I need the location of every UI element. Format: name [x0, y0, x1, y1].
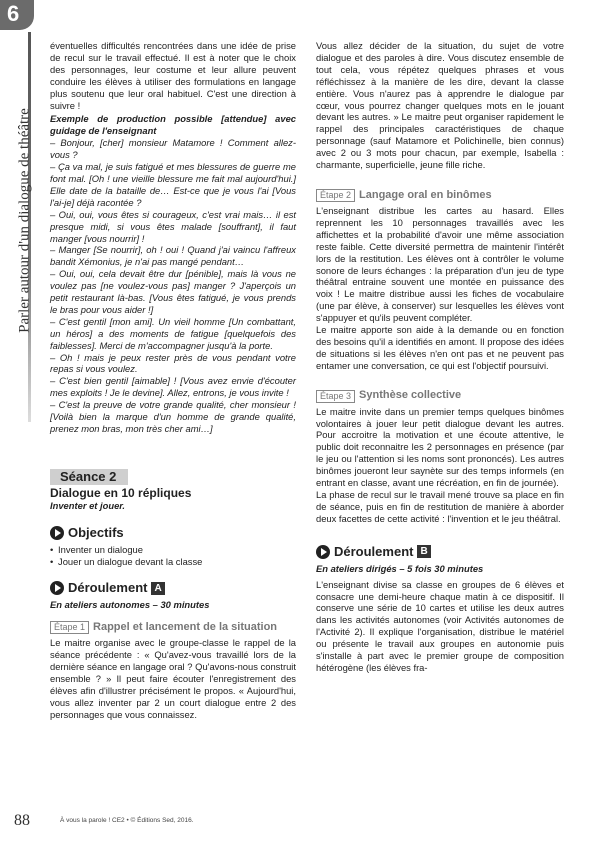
deroulement-b-text: L'enseignant divise sa classe en groupes de 6 élèves et consacre une demi-heure chaque matin à ce dispositif. Il conserve une série de 10 cartes et utilise les deux autres dans les activités autonomes (voir Activités autonomes de l'Activité 2). Il explique l'organisation, distribue le matériel ou présente le travail aux groupes en autonomie puis s'installe à part avec le premier groupe de composition hétérogène (les élèves fra- — [316, 578, 564, 673]
objectifs-heading — [50, 526, 296, 540]
dialogue-line: – Oh ! mais je peux rester près de vous pendant votre repas si vous voulez. — [50, 351, 296, 375]
play-circle-icon — [50, 526, 64, 540]
left-column — [50, 40, 296, 721]
seance-title: Dialogue en 10 répliques — [50, 485, 192, 500]
seance-label: Séance 2 — [50, 469, 128, 485]
chapter-number: 6 — [7, 1, 20, 26]
page-number: 88 — [14, 812, 30, 829]
dialogue-line: – C'est la preuve de votre grande qualité, cher monsieur ! [Voilà bien la marque d'un homme de grande qualité, prenez mon bras, mon très cher ami…] — [50, 399, 296, 434]
chapter-title: Parler autour d'un dialogue de théâtre — [16, 108, 33, 333]
dialogue-line: – C'est gentil [mon ami]. Un vieil homme [Un combattant, un héros] a des moments de fatigue [quelquefois des faiblesses]. Merci de m'accompagner jusqu'à la porte. — [50, 315, 296, 351]
deroulement-mode: En ateliers dirigés – 5 fois 30 minutes — [316, 562, 484, 574]
etape-title: Synthèse collective — [359, 389, 462, 402]
intro-paragraph: éventuelles difficultés rencontrées dans une idée de prise de recul sur le travail effectué. Il est à noter que le choix des personnages, leur costume et leur allure peuvent conduire les élèves à utiliser des formulations en langage plus soutenu que leur oral habituel. C'est une direction à suivre ! — [50, 40, 296, 111]
etape-3-heading — [316, 390, 564, 403]
dialogue-line: – Oui, oui, cela devait être dur [pénible], mais là vous ne voulez pas [ne voulez-vous pas] manger ? J'aperçois un petit restaurant là-bas. [Vous êtes fatigué, je vous prends le bras pour vous aider !] — [50, 268, 296, 315]
deroulement-mode: En ateliers autonomes – 30 minutes — [50, 599, 210, 611]
etape-3-text: La phase de recul sur le travail mené trouve sa place en fin de séance, puis en fin de restitution de manière à aborder deux facettes de cette activité : l'invention et le jeu théâtral. — [316, 489, 564, 524]
dialogue-example — [50, 137, 296, 435]
dialogue-line: – C'est bien gentil [aimable] ! [Vous avez envie d'écouter mes exploits ! Je le devine]. Allez, entrons, je vous invite ! — [50, 375, 296, 399]
deroulement-title: Déroulement — [68, 580, 148, 596]
objectifs-list — [50, 544, 296, 568]
dialogue-line: – Ça va mal, je suis fatigué et mes blessures de guerre me font mal. [Oh ! une vieille blessure me fait mal aujourd'hui.] Elle date de la bataille de… Est-ce que je vous l'ai [Vous l'ai-je] déjà racontée ? — [50, 161, 296, 208]
etape-tag: Étape 1 — [50, 621, 89, 634]
etape-1-text: Le maitre organise avec le groupe-classe le rappel de la séance précédente : « Qu'avez-vous travaillé lors de la dernière séance en langage oral ? Qu'avons-nous construit ensemble ? » Il peut faire écouter l'enregistrement des élèves afin d'illustrer précisément le propos. « Aujourd'hui, vous allez inventer par 2 un court dialogue entre 2 des personnages que vous connaissez. — [50, 637, 296, 720]
play-circle-icon — [50, 581, 64, 595]
deroulement-badge: B — [417, 545, 430, 558]
example-heading: Exemple de production possible [attendue] avec guidage de l'enseignant — [50, 113, 296, 137]
seance-subtitle: Inventer et jouer. — [50, 499, 126, 511]
etape-3-text: Le maitre invite dans un premier temps quelques binômes volontaires à jouer leur petit dialogue devant les autres. Pour accroitre la motivation et une écoute attentive, le public doit reconnaitre les 2 personnages en présence (par le jeu ou l'attention si les noms sont prononcés). Les autres binômes joueront leur saynète sur des temps informels (en entrant en classe, avant une récréation, en fin de journée). — [316, 405, 564, 489]
deroulement-badge: A — [151, 582, 164, 595]
objectifs-title: Objectifs — [68, 524, 124, 540]
footer-credit: À vous la parole ! CE2 • © Éditions Sed, 2016. — [60, 817, 194, 824]
list-item: • Jouer un dialogue devant la classe — [50, 556, 296, 568]
etape-title: Langage oral en binômes — [359, 188, 492, 201]
right-intro-paragraph: Vous allez décider de la situation, du sujet de votre dialogue et des paroles à dire. Vous discutez ensemble de tout cela, vous répétez quelques phrases et vous réfléchissez à la manière de les dire, devant la classe entière. Vous n'aurez pas à apprendre le dialogue par cœur, vous pourrez changer quelques mots en le jouant devant les autres. » Le maitre peut organiser rapidement le rappel des principales caractéristiques de chaque personnage (sauf Matamore et Polichinelle, bien connus) avec 2 ou 3 mots pour chacun, par exemple, Isabella : charmante, superficielle, jeune fille riche. — [316, 40, 564, 171]
deroulement-title: Déroulement — [334, 543, 414, 559]
etape-2-text: L'enseignant distribue les cartes au hasard. Elles reprennent les 10 personnages travaillés avec les affichettes et la probabilité d'avoir une même association reste faible. Cette diversité permettra de maintenir l'intérêt lors de la restitution. Les élèves ont à contrôler le volume sonore de leurs échanges : la préparation d'un jeu de type théâtral entraine souvent une montée en puissance des voix ! Le maitre distribue aussi les fiches de vocabulaire (une par élève, à conserver) sur lesquelles les élèves vont s'appuyer et qu'ils peuvent compléter. — [316, 204, 564, 324]
list-item: • Inventer un dialogue — [50, 544, 296, 556]
chapter-side-bar — [0, 32, 34, 422]
right-column — [316, 40, 564, 674]
dialogue-line: – Oui, oui, vous êtes si courageux, c'est vrai mais… il est presque midi, si vous êtes malade [souffrant], il faut manger [vous nourrir] ! — [50, 208, 296, 244]
deroulement-a-heading — [50, 581, 296, 595]
etape-1-heading — [50, 621, 296, 634]
dialogue-line: – Manger [Se nourrir], oh ! oui ! Quand j'ai vaincu l'affreux bandit Xémonius, je n'ai pas mangé pendant… — [50, 244, 296, 268]
play-circle-icon — [316, 545, 330, 559]
deroulement-b-heading — [316, 545, 564, 559]
etape-tag: Étape 2 — [316, 189, 355, 202]
etape-tag: Étape 3 — [316, 390, 355, 403]
dialogue-line: – Bonjour, [cher] monsieur Matamore ! Comment allez-vous ? — [50, 137, 296, 161]
etape-2-heading — [316, 189, 564, 202]
etape-2-text: Le maitre apporte son aide à la demande ou en fonction des besoins qu'il a identifiés en amont. Il propose des idées de situations si les élèves n'en ont pas et ne peuvent pas entamer une conversation, ce qui est l'objectif poursuivi. — [316, 324, 564, 371]
etape-title: Rappel et lancement de la situation — [93, 620, 278, 633]
